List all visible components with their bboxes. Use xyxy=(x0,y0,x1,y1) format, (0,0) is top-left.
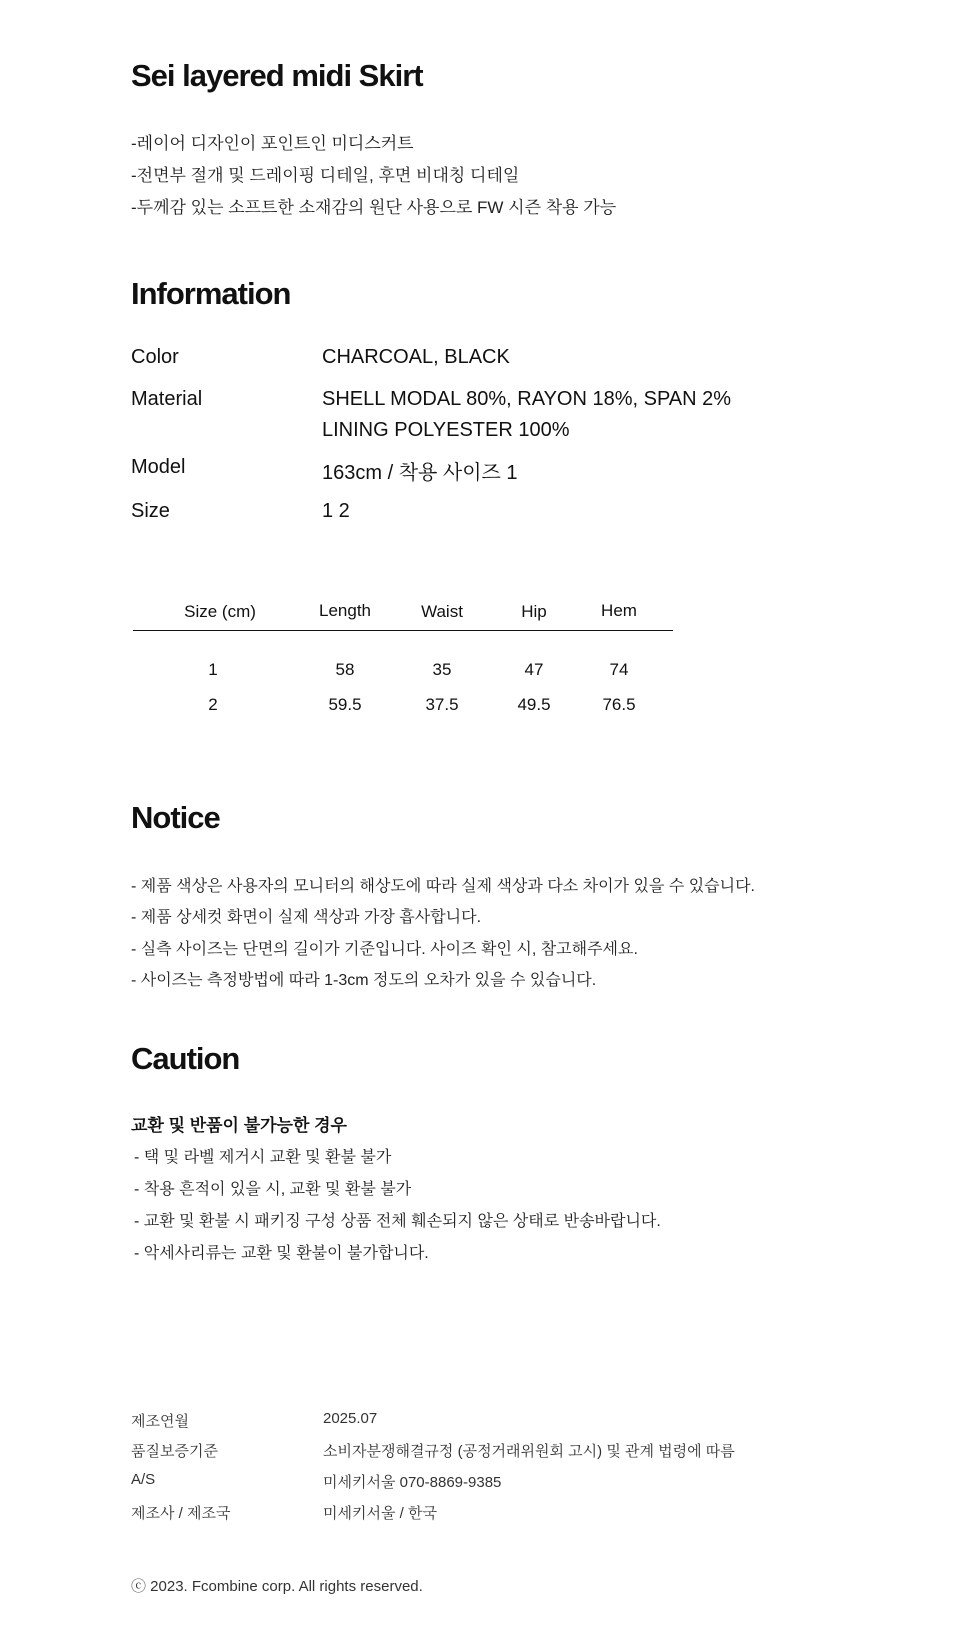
footer-value-as: 미세키서울 070-8869-9385 xyxy=(323,1474,502,1491)
notice-heading: Notice xyxy=(131,800,220,835)
info-value-material-lining: LINING POLYESTER 100% xyxy=(322,419,570,441)
table-cell: 2 xyxy=(208,695,218,714)
table-cell: 37.5 xyxy=(425,695,459,714)
info-value-color: CHARCOAL, BLACK xyxy=(322,346,510,368)
footer-label-manufacturer: 제조사 / 제조국 xyxy=(131,1505,231,1522)
product-title: Sei layered midi Skirt xyxy=(131,58,423,93)
info-label-color: Color xyxy=(131,346,179,368)
info-value-model: 163cm / 착용 사이즈 1 xyxy=(322,462,518,484)
description-line: -전면부 절개 및 드레이핑 디테일, 후면 비대칭 디테일 xyxy=(131,166,520,185)
table-header-length: Length xyxy=(319,601,371,620)
notice-line: - 사이즈는 측정방법에 따라 1-3cm 정도의 오차가 있을 수 있습니다. xyxy=(131,972,597,989)
info-label-material: Material xyxy=(131,388,203,410)
table-header-size: Size (cm) xyxy=(184,602,256,621)
info-label-model: Model xyxy=(131,456,186,478)
table-divider xyxy=(133,630,673,631)
table-cell: 49.5 xyxy=(517,695,551,714)
caution-line: - 착용 흔적이 있을 시, 교환 및 환불 불가 xyxy=(134,1181,412,1198)
table-cell: 59.5 xyxy=(328,695,362,714)
table-cell: 47 xyxy=(524,660,544,679)
info-value-size: 1 2 xyxy=(322,500,350,522)
notice-line: - 제품 색상은 사용자의 모니터의 해상도에 따라 실제 색상과 다소 차이가 있을 수 있습니다. xyxy=(131,878,755,895)
copyright: ⓒ 2023. Fcombine corp. All rights reserved. xyxy=(131,1578,423,1595)
footer-value-quality-standard: 소비자분쟁해결규정 (공정거래위원회 고시) 및 관계 법령에 따름 xyxy=(323,1443,735,1460)
footer-value-manufacturer: 미세키서울 / 한국 xyxy=(323,1505,437,1522)
table-header-waist: Waist xyxy=(421,602,463,621)
footer-label-manufacture-date: 제조연월 xyxy=(131,1413,189,1430)
table-cell: 35 xyxy=(432,660,452,679)
footer-label-as: A/S xyxy=(131,1471,156,1488)
footer-label-quality-standard: 품질보증기준 xyxy=(131,1443,218,1460)
footer-value-manufacture-date: 2025.07 xyxy=(323,1410,378,1427)
table-cell: 76.5 xyxy=(602,695,636,714)
notice-line: - 제품 상세컷 화면이 실제 색상과 가장 흡사합니다. xyxy=(131,909,482,926)
table-header-hem: Hem xyxy=(601,601,637,620)
caution-line: - 택 및 라벨 제거시 교환 및 환불 불가 xyxy=(134,1149,392,1166)
table-header-hip: Hip xyxy=(521,602,547,621)
description-line: -두께감 있는 소프트한 소재감의 원단 사용으로 FW 시즌 착용 가능 xyxy=(131,198,617,217)
caution-subheading: 교환 및 반품이 불가능한 경우 xyxy=(131,1116,347,1135)
caution-line: - 악세사리류는 교환 및 환불이 불가합니다. xyxy=(134,1245,429,1262)
info-value-material-shell: SHELL MODAL 80%, RAYON 18%, SPAN 2% xyxy=(322,388,732,410)
table-cell: 1 xyxy=(208,660,218,679)
caution-heading: Caution xyxy=(131,1041,240,1076)
caution-line: - 교환 및 환불 시 패키징 구성 상품 전체 훼손되지 않은 상태로 반송바랍니다. xyxy=(134,1213,661,1230)
table-cell: 74 xyxy=(609,660,629,679)
notice-line: - 실측 사이즈는 단면의 길이가 기준입니다. 사이즈 확인 시, 참고해주세요. xyxy=(131,941,638,958)
description-line: -레이어 디자인이 포인트인 미디스커트 xyxy=(131,134,414,153)
table-cell: 58 xyxy=(335,660,355,679)
info-label-size: Size xyxy=(131,500,170,522)
information-heading: Information xyxy=(131,276,291,311)
